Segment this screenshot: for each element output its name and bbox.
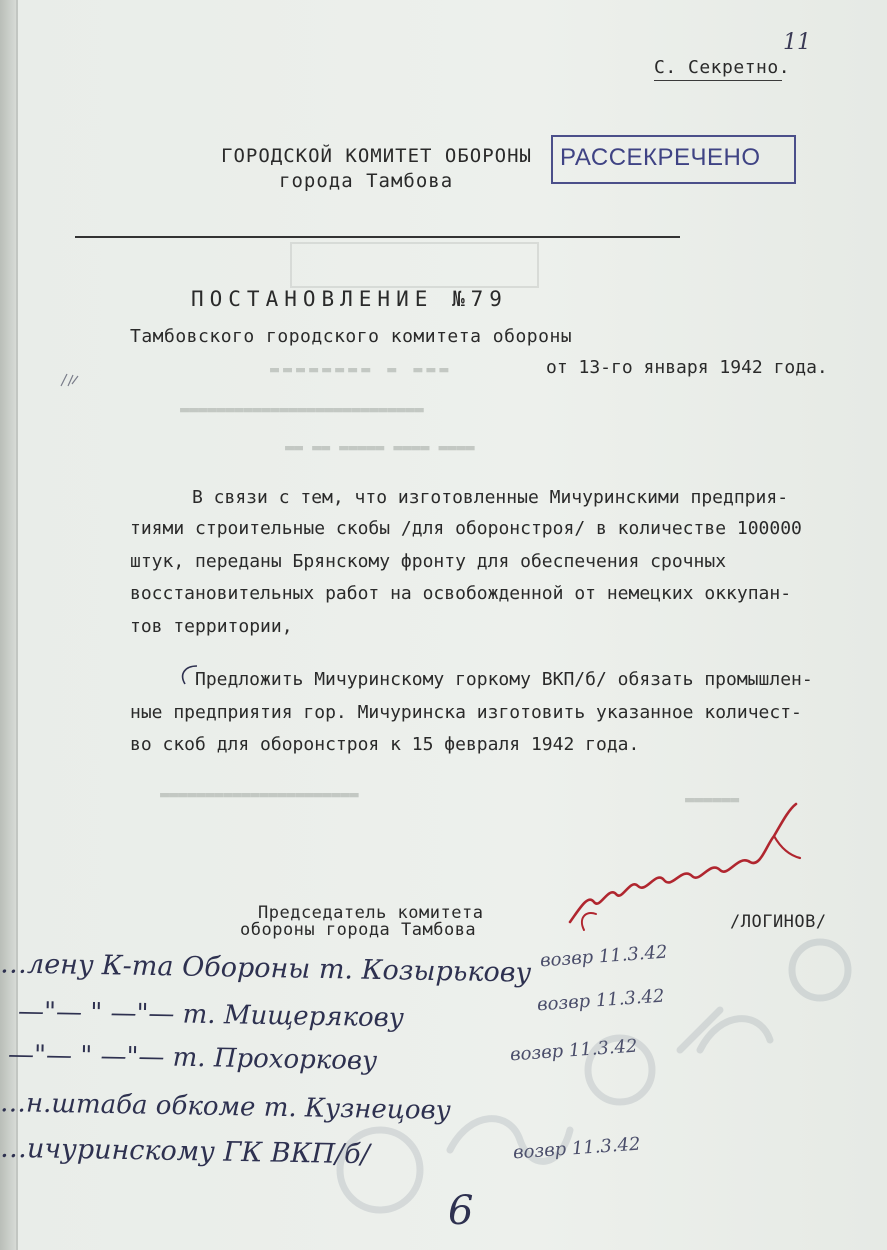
distribution-note: —"— " —"— т. Прохоркову xyxy=(7,1039,378,1077)
return-note: возвр 11.3.42 xyxy=(512,1133,642,1164)
document-title: ПОСТАНОВЛЕНИЕ №79 xyxy=(191,287,508,311)
page-count-mark: 6 xyxy=(448,1188,474,1234)
body-line: штук, переданы Брянскому фронту для обеспечения срочных xyxy=(130,551,727,572)
signatory-name: /ЛОГИНОВ/ xyxy=(730,912,827,932)
header-line-1: ГОРОДСКОЙ КОМИТЕТ ОБОРОНЫ xyxy=(221,145,532,167)
document-subtitle: Тамбовского городского комитета обороны xyxy=(130,326,573,347)
body-line: ные предприятия гор. Мичуринска изготовить указанное количест- xyxy=(130,702,802,723)
body-line: Предложить Мичуринскому горкому ВКП/б/ обязать промышлен- xyxy=(195,669,813,690)
margin-pencil-mark xyxy=(58,370,82,390)
bleed-through-mark: ▬▬▬▬▬▬▬▬▬▬▬▬▬▬▬▬▬▬▬▬▬▬▬▬▬▬▬ xyxy=(180,400,424,418)
document-date: от 13-го января 1942 года. xyxy=(546,357,828,378)
bleed-through-mark: ▬▬▬▬▬▬▬▬ ▬ ▬▬▬ xyxy=(270,360,453,378)
body-line: во скоб для оборонстроя к 15 февраля 1942 года. xyxy=(130,734,640,755)
body-line: тиями строительные скобы /для оборонстроя/ в количестве 100000 xyxy=(130,518,802,539)
bleed-through-stamp xyxy=(290,242,539,288)
body-line: В связи с тем, что изготовленные Мичуринскими предприя- xyxy=(192,487,789,508)
body-line: тов территории, xyxy=(130,616,293,637)
header-line-2: города Тамбова xyxy=(279,170,454,192)
bleed-through-mark: ▬▬ ▬▬ ▬▬▬▬▬ ▬▬▬▬ ▬▬▬▬ xyxy=(285,438,475,456)
distribution-note: …ленy К-та Обороны т. Козырькову xyxy=(0,948,532,989)
return-note: возвр 11.3.42 xyxy=(536,985,666,1016)
declassified-stamp: РАССЕКРЕЧЕНО xyxy=(560,144,761,171)
archive-watermark xyxy=(300,900,887,1240)
distribution-note: …н.штаба обкоме т. Кузнецову xyxy=(0,1088,452,1126)
bleed-through-mark: ▬▬▬▬▬▬▬▬▬▬▬▬▬▬▬▬▬▬▬▬▬▬ xyxy=(160,785,359,803)
header-divider xyxy=(75,236,680,238)
classification-underline xyxy=(654,80,782,81)
return-note: возвр 11.3.42 xyxy=(539,941,669,972)
classification-mark: С. Секретно. xyxy=(654,57,791,78)
folio-number: 11 xyxy=(783,30,811,55)
signatory-title-line-1: Председатель комитета xyxy=(258,903,484,923)
distribution-note: …ичуринскому ГК ВКП/б/ xyxy=(0,1132,370,1171)
paragraph-pencil-mark xyxy=(175,660,205,690)
signatory-title-line-2: обороны города Тамбова xyxy=(240,920,477,940)
return-note: возвр 11.3.42 xyxy=(509,1035,639,1066)
body-line: восстановительных работ на освобожденной от немецких оккупан- xyxy=(130,583,792,604)
distribution-note: —"— " —"— т. Мищерякову xyxy=(17,996,405,1034)
bleed-through-mark: ▬▬▬▬▬▬ xyxy=(685,790,740,808)
